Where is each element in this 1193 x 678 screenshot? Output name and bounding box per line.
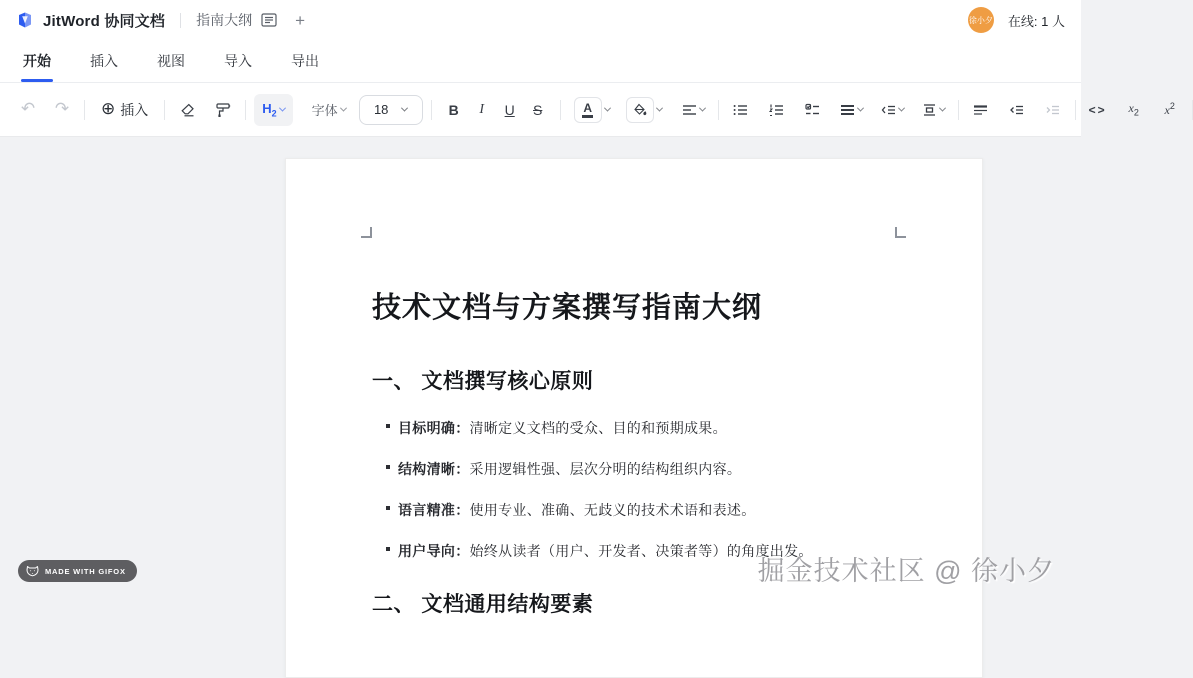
paragraph-indent-dropdown[interactable] [876, 94, 909, 126]
subscript-icon: $x_2$ [1128, 101, 1139, 118]
page-margin-mark-left [361, 227, 372, 238]
row-height-icon [922, 103, 937, 117]
chevron-down-icon [401, 105, 408, 112]
align-dropdown[interactable] [677, 94, 710, 126]
align-left-icon [682, 103, 697, 117]
doc-tab-label: 指南大纲 [196, 12, 253, 28]
outdent-button[interactable] [1003, 94, 1031, 126]
list-item[interactable]: 结构清晰：采用逻辑性强、层次分明的结构组织内容。 [372, 459, 896, 479]
tab-import[interactable]: 导入 [224, 53, 252, 69]
list-item[interactable]: 用户导向：始终从读者（用户、开发者、决策者等）的角度出发。 [372, 541, 896, 561]
font-color-icon: A [574, 97, 602, 123]
strikethrough-button[interactable]: S [533, 101, 543, 118]
chevron-down-icon [656, 105, 663, 112]
indent-button[interactable] [1039, 94, 1067, 126]
redo-icon: ↷ [54, 99, 70, 119]
format-toolbar [0, 83, 1175, 137]
format-painter-icon [215, 102, 231, 118]
doc-section2-heading[interactable]: 二、 文档通用结构要素 [372, 593, 594, 616]
clear-format-button[interactable] [173, 94, 201, 126]
user-avatar[interactable]: 徐小夕 [968, 7, 994, 33]
toolbar-divider [718, 100, 719, 120]
top-bar [0, 0, 1081, 40]
bullet-list-icon [733, 103, 748, 117]
insert-button-label: 插入 [120, 101, 149, 118]
ordered-list-button[interactable] [763, 94, 791, 126]
subscript-button[interactable] [1120, 94, 1148, 126]
tab-export[interactable]: 导出 [291, 53, 319, 69]
document-page[interactable] [285, 158, 983, 678]
doc-title[interactable]: 技术文档与方案撰写指南大纲 [372, 292, 763, 324]
tab-insert[interactable]: 插入 [90, 53, 118, 69]
outdent-icon [1009, 103, 1024, 117]
new-doc-button[interactable]: + [295, 10, 306, 30]
community-watermark: 掘金技术社区 @ 徐小夕 [757, 556, 1055, 586]
todo-list-icon [805, 103, 820, 117]
app-logo-icon [16, 11, 34, 29]
tab-view[interactable]: 视图 [157, 53, 185, 69]
toolbar-divider [245, 100, 246, 120]
topbar-divider [180, 13, 181, 28]
toolbar-divider [560, 100, 561, 120]
menu-tab-bar [0, 40, 1081, 83]
underline-button[interactable]: U [504, 101, 515, 118]
superscript-icon: $x^2$ [1164, 101, 1175, 117]
ordered-list-icon [769, 103, 784, 117]
indent-left-icon [881, 103, 896, 117]
chevron-down-icon [939, 105, 946, 112]
toolbar-divider [1075, 100, 1076, 120]
online-count: 在线: 1 人 [1007, 13, 1065, 29]
doc-section1-heading[interactable]: 一、 文档撰写核心原则 [372, 370, 594, 393]
heading-style-label: $H_2$ [262, 100, 277, 119]
gifox-badge-label: MADE WITH GIFOX [45, 566, 126, 576]
superscript-button[interactable] [1156, 94, 1184, 126]
font-size-value: 18 [373, 102, 389, 117]
format-painter-button[interactable] [209, 94, 237, 126]
undo-icon: ↶ [20, 99, 36, 119]
tab-home[interactable]: 开始 [10, 40, 64, 82]
chevron-down-icon [340, 105, 347, 112]
page-margin-mark-right [895, 227, 906, 238]
indent-icon [1045, 103, 1060, 117]
plus-circle-icon: ⊕ [101, 99, 116, 119]
row-height-dropdown[interactable] [917, 94, 950, 126]
fox-icon [26, 565, 39, 577]
chevron-down-icon [857, 105, 864, 112]
doc-bullet-list [372, 418, 896, 561]
font-family-label: 字体 [311, 103, 338, 118]
todo-list-button[interactable] [799, 94, 827, 126]
redo-button[interactable] [48, 94, 76, 126]
toolbar-divider [958, 100, 959, 120]
toolbar-divider [164, 100, 165, 120]
toolbar-divider [431, 100, 432, 120]
italic-button[interactable]: I [479, 101, 484, 117]
inline-code-button[interactable]: <> [1088, 102, 1107, 117]
font-size-select[interactable] [359, 95, 423, 125]
gifox-badge [18, 560, 137, 582]
font-family-dropdown[interactable] [307, 94, 351, 126]
insert-button[interactable] [93, 94, 156, 126]
highlight-color-dropdown[interactable] [621, 94, 667, 126]
toolbar-divider [84, 100, 85, 120]
list-item[interactable]: 语言精准：使用专业、准确、无歧义的技术术语和表述。 [372, 500, 896, 520]
app-title: JitWord 协同文档 [43, 12, 166, 30]
highlight-bucket-icon [626, 97, 654, 123]
undo-button[interactable] [14, 94, 42, 126]
outline-panel-icon[interactable] [261, 13, 277, 27]
chevron-down-icon [898, 105, 905, 112]
heading-style-dropdown[interactable] [254, 94, 292, 126]
bold-button[interactable]: B [448, 101, 459, 118]
eraser-icon [179, 102, 196, 118]
font-color-dropdown[interactable] [569, 94, 615, 126]
document-canvas [0, 158, 1081, 619]
quote-icon [973, 103, 988, 117]
chevron-down-icon [604, 105, 611, 112]
line-height-icon [840, 103, 855, 117]
chevron-down-icon [699, 105, 706, 112]
list-item[interactable]: 目标明确：清晰定义文档的受众、目的和预期成果。 [372, 418, 896, 438]
bullet-list-button[interactable] [727, 94, 755, 126]
quote-block-button[interactable] [967, 94, 995, 126]
doc-tab[interactable] [196, 10, 277, 30]
chevron-down-icon [279, 105, 286, 112]
line-height-dropdown[interactable] [835, 94, 868, 126]
